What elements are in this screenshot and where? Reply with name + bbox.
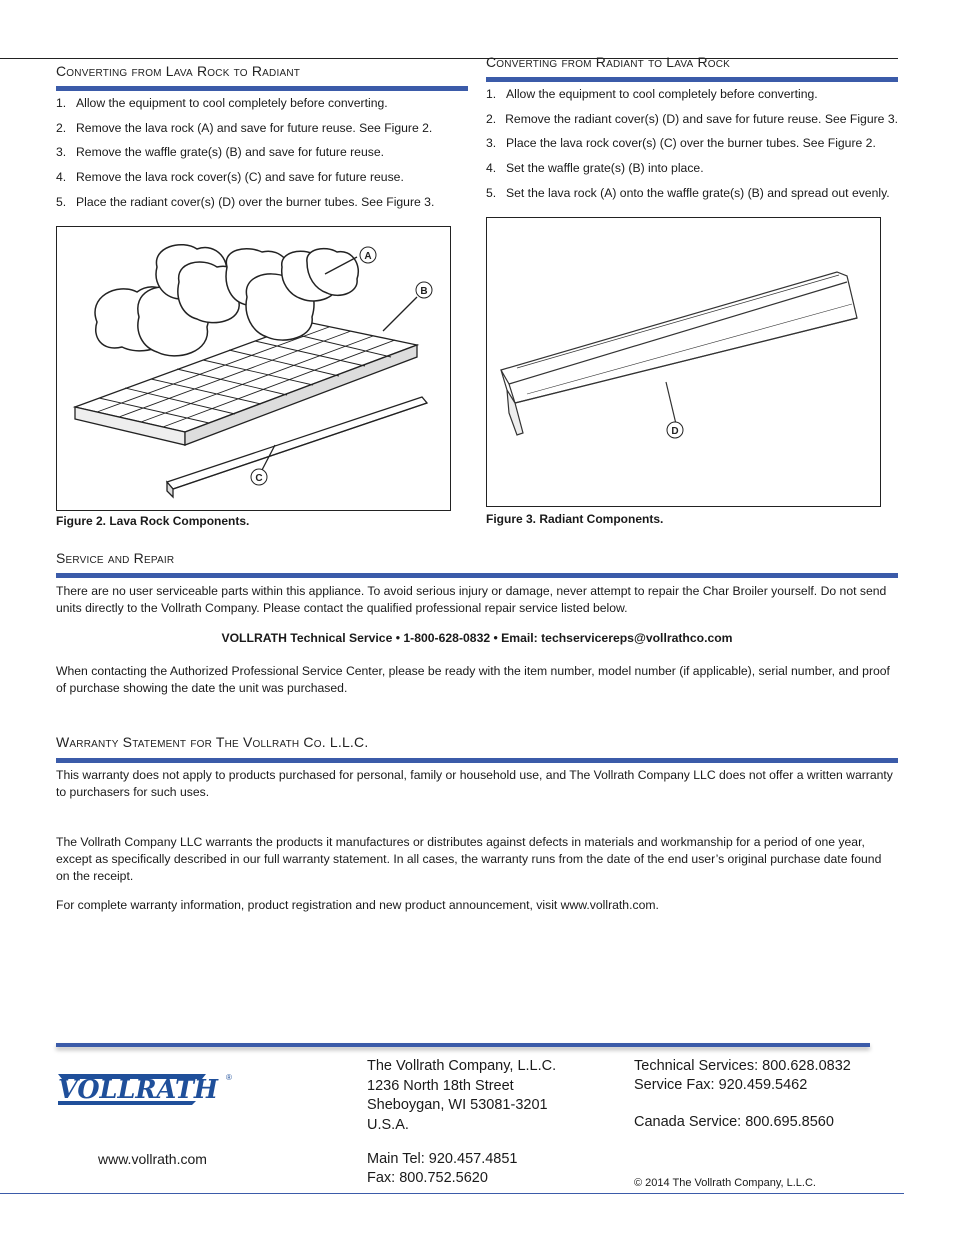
callout-b: B	[420, 286, 428, 297]
service-contact-line: VOLLRATH Technical Service • 1-800-628-0832 • Email: techservicereps@vollrathco.com	[221, 631, 733, 645]
warranty-bar	[56, 758, 898, 763]
list-item: 5. Place the radiant cover(s) (D) over the burner tubes. See Figure 3.	[56, 194, 435, 209]
list-item: 3. Place the lava rock cover(s) (C) over the burner tubes. See Figure 2.	[486, 136, 876, 151]
warranty-paragraph-1: This warranty does not apply to products purchased for personal, family or household use, and The Vollrath Company LLC does not offer a written warranty to purchasers for such uses.	[56, 768, 893, 799]
callout-a: A	[364, 251, 372, 262]
main-tel: Main Tel: 920.457.4851	[367, 1151, 518, 1167]
warranty-paragraph-3: For complete warranty information, product registration and new product announcement, visit www.vollrath.com.	[56, 898, 659, 912]
service-paragraph-2: When contacting the Authorized Professional Service Center, please be ready with the item number, model number (if applicable), serial number, and proof of purchase showing the date the unit was purchased.	[56, 664, 890, 695]
left-section-bar	[56, 86, 468, 91]
footer-bottom-rule	[0, 1193, 904, 1194]
footer-top-bar	[56, 1043, 870, 1047]
top-rule	[0, 58, 898, 59]
logo-wordmark: VOLLRATH	[58, 1075, 220, 1105]
list-item: 2. Remove the lava rock (A) and save for future reuse. See Figure 2.	[56, 120, 433, 135]
warranty-title: Warranty Statement for The Vollrath Co. L.L.C.	[56, 734, 369, 750]
service-title: Service and Repair	[56, 550, 175, 566]
service-paragraph-1: There are no user serviceable parts within this appliance. To avoid serious injury or damage, never attempt to repair the Char Broiler yourself. Do not send units directly to the Vollrath Company. Please contact the qualified professional repair service listed below.	[56, 584, 887, 615]
footer-address: The Vollrath Company, L.L.C. 1236 North 18th Street Sheboygan, WI 53081-3201 U.S.A.	[367, 1058, 557, 1133]
list-item: 1. Allow the equipment to cool completely before converting.	[486, 87, 818, 101]
list-item: 5. Set the lava rock (A) onto the waffle grate(s) (B) and spread out evenly.	[486, 185, 890, 200]
tech-services: Technical Services: 800.628.0832	[634, 1058, 851, 1074]
callout-c: C	[255, 473, 263, 484]
canada-service: Canada Service: 800.695.8560	[634, 1114, 834, 1130]
logo-graphic	[56, 1066, 236, 1106]
left-section-title: Converting from Lava Rock to Radiant	[56, 63, 301, 79]
lava-rock-illustration	[57, 227, 450, 510]
figure-3-caption: Figure 3. Radiant Components.	[486, 512, 664, 526]
right-steps-list	[486, 87, 898, 210]
service-bar	[56, 573, 898, 578]
list-item: 3. Remove the waffle grate(s) (B) and save for future reuse.	[56, 145, 384, 160]
warranty-paragraph-2: The Vollrath Company LLC warrants the products it manufactures or distributes against defects in materials and workmanship for a period of one year, except as specifically described in our full warranty statement. In all cases, the warranty runs from the date of the end user’s original purchase date found on the receipt.	[56, 835, 882, 883]
right-section-bar	[486, 77, 898, 82]
copyright: © 2014 The Vollrath Company, L.L.C.	[634, 1177, 816, 1189]
figure-3-radiant	[486, 217, 881, 507]
main-fax: Fax: 800.752.5620	[367, 1170, 488, 1186]
list-item: 4. Set the waffle grate(s) (B) into place.	[486, 161, 704, 176]
website-link[interactable]: www.vollrath.com	[98, 1151, 207, 1167]
figure-2-lava-rock	[56, 226, 451, 511]
service-fax: Service Fax: 920.459.5462	[634, 1077, 808, 1093]
list-item: 4. Remove the lava rock cover(s) (C) and save for future reuse.	[56, 170, 404, 185]
list-item: 1. Allow the equipment to cool completely before converting.	[56, 96, 388, 110]
callout-d: D	[671, 426, 679, 437]
left-steps-list	[56, 96, 468, 219]
vollrath-logo	[56, 1066, 236, 1106]
figure-2-caption: Figure 2. Lava Rock Components.	[56, 514, 250, 528]
logo-registered-mark: ®	[226, 1073, 232, 1082]
right-section-title: Converting from Radiant to Lava Rock	[486, 54, 731, 70]
list-item: 2. Remove the radiant cover(s) (D) and save for future reuse. See Figure 3.	[486, 111, 898, 126]
radiant-cover-illustration	[487, 218, 880, 506]
